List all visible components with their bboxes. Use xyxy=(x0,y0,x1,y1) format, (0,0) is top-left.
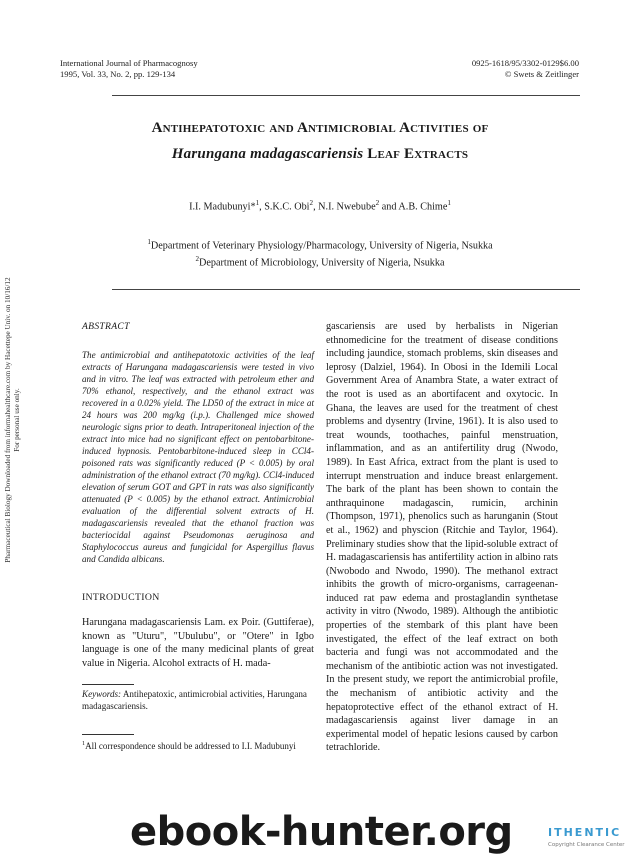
journal-header-left xyxy=(60,58,198,80)
header-rule xyxy=(112,95,580,96)
author-3-affil: 2 xyxy=(375,199,380,207)
affiliation-rule xyxy=(112,289,580,290)
author-4: and A.B. Chime xyxy=(379,201,448,213)
affiliation-1 xyxy=(60,236,580,253)
footnote-mark: 1 xyxy=(82,740,86,747)
right-column xyxy=(326,320,558,755)
affiliations xyxy=(60,236,580,270)
introduction-text-right: gascariensis are used by herbalists in Nigerian ethnomedicine for the treatment of disease conditions including jaundice, stomach problems, skin diseases and leprosy (Dalziel, 1964). In Obosi in the Idemili Local Government Area of Anambra State, a water extract of the root is used as an abortifacent and oxytocic. In Ghana, the leaves are used for the treatment of chest problems and dysentry (Irvine, 1961). It is also used to treat wounds, toothaches, painful menstruation, inflammation, and as an antifertility drug (Nwodo, 1989). In East Africa, extract from the plant is used to interrupt menstruation and induce breast enlargement. The bark of the plant has been shown to contain the anthraquinone madagascin, rumicin, archinin (Thompson, 1971), phenolics such as harunganin (Stout et al., 1962) and physcion (Ritchie and Taylor, 1964). Preliminary studies show that the lipid-soluble extract of H. madagascariensis has antifertility action in albino rats (Nwobodo and Nwodo, 1990). The methanol extract inhibits the growth of micro-organisms, carrageenan-induced rat paw edema and prostaglandin synthetase activity in vitro (Nwodo, 1989). Although the antibiotic properties of the stembark of this plant have been investigated, the effect of the leaf extract on both bacteria and fungi was not accommodated and the mechanism of the antibiotic action was not investigated. In the present study, we report the antimicrobial profile, the mechanism of antibiotic activity and the hepatoprotective effect of the ethanol extract of H. madagascariensis against liver damage in an experimental model of hepatic lesions caused by carbon tetrachloride. xyxy=(326,321,558,754)
author-1-affil: 1 xyxy=(255,199,260,207)
footnote xyxy=(82,738,322,752)
journal-header-right xyxy=(472,58,579,80)
affiliation-2 xyxy=(60,253,580,270)
journal-volume: 1995, Vol. 33, No. 2, pp. 129-134 xyxy=(60,69,176,79)
footnote-text: All correspondence should be addressed to I.I. Madubunyi xyxy=(85,741,296,751)
left-column xyxy=(82,320,314,671)
affiliation-1-text: Department of Veterinary Physiology/Pharmacology, University of Nigeria, Nsukka xyxy=(150,240,493,252)
journal-publisher: © Swets & Zeitlinger xyxy=(504,69,579,79)
author-3: , N.I. Nwebube xyxy=(313,201,376,213)
article-title-line-2 xyxy=(60,146,580,163)
keywords xyxy=(82,688,314,712)
watermark-badge-caption: Copyright Clearance Center xyxy=(548,842,625,848)
affiliation-2-text: Department of Microbiology, University of Nigeria, Nsukka xyxy=(199,257,445,269)
footnote-rule xyxy=(82,734,134,735)
introduction-text-left: Harungana madagascariensis Lam. ex Poir. (Guttiferae), known as "Uturu", "Ubulubu", or "Otere" in Igbo language is one of the many medicinal plants of great value in Nigeria. Alcohol extracts of H. mada- xyxy=(82,617,314,669)
download-sidebar xyxy=(2,230,24,610)
watermark-text: ebook-hunter.org xyxy=(130,809,513,855)
title-species: Harungana madagascariensis xyxy=(171,146,364,162)
journal-issn: 0925-1618/95/3302-0129$6.00 xyxy=(471,58,579,68)
article-title-line-1 xyxy=(60,120,580,137)
journal-name: International Journal of Pharmacognosy xyxy=(60,58,198,68)
abstract-heading: ABSTRACT xyxy=(82,321,130,332)
introduction-heading: INTRODUCTION xyxy=(82,591,160,603)
watermark-badge-logo: ITHENTIC xyxy=(548,826,622,839)
affiliation-2-mark: 2 xyxy=(195,254,200,263)
author-2-affil: 2 xyxy=(309,199,314,207)
author-2: , S.K.C. Obi xyxy=(259,201,310,213)
title-line-1: Antihepatotoxic and Antimicrobial Activities of xyxy=(151,120,489,136)
title-line-2-rest: Leaf Extracts xyxy=(367,146,469,162)
watermark-badge xyxy=(548,820,633,858)
sidebar-line-1: Pharmaceutical Biology Downloaded from informahealthcare.com by Hacettepe Univ. on 10/16/12 xyxy=(4,277,12,563)
author-list xyxy=(60,197,580,214)
sidebar-text xyxy=(4,277,22,562)
keywords-rule xyxy=(82,684,134,685)
author-1: I.I. Madubunyi* xyxy=(189,201,256,213)
keywords-text: Antihepatoxic, antimicrobial activities, Harungana madagascariensis. xyxy=(82,689,307,711)
affiliation-1-mark: 1 xyxy=(147,238,151,246)
sidebar-line-2: For personal use only. xyxy=(13,388,21,452)
keywords-label: Keywords: xyxy=(82,689,122,699)
author-4-affil: 1 xyxy=(447,199,451,207)
abstract-text: The antimicrobial and antihepatotoxic activities of the leaf extracts of Harungana madagascariensis were tested in vivo and in vitro. The leaf was extracted with petroleum ether and 70% ethanol, respectively, and the ethanol extract was recovered in a 0.02% yield. The LD50 of the extract in mice at 24 hours was 200 mg/kg (i.p.). Challenged mice showed neurologic signs prior to death. Intraperitoneal injection of the extract into mice had no significant effect on pentobarbitone-induced hypnosis. Pentobarbitone-induced sleep in CCl4-poisoned rats was significantly reduced (P < 0.005) by oral administration of the ethanol extract (70 mg/kg). CCl4-induced elevation of serum GOT and GPT in rats was also significantly attenuated (P < 0.005) by the ethanol extract. Antimicrobial evaluation of the differential solvent extracts of H. madagascariensis revealed that the ethanol fraction was bacteriocidal against Pseudomonas aeruginosa and Staphylococcus aureus and fungicidal for Aspergillus flavus and Candida albicans. xyxy=(82,349,314,564)
